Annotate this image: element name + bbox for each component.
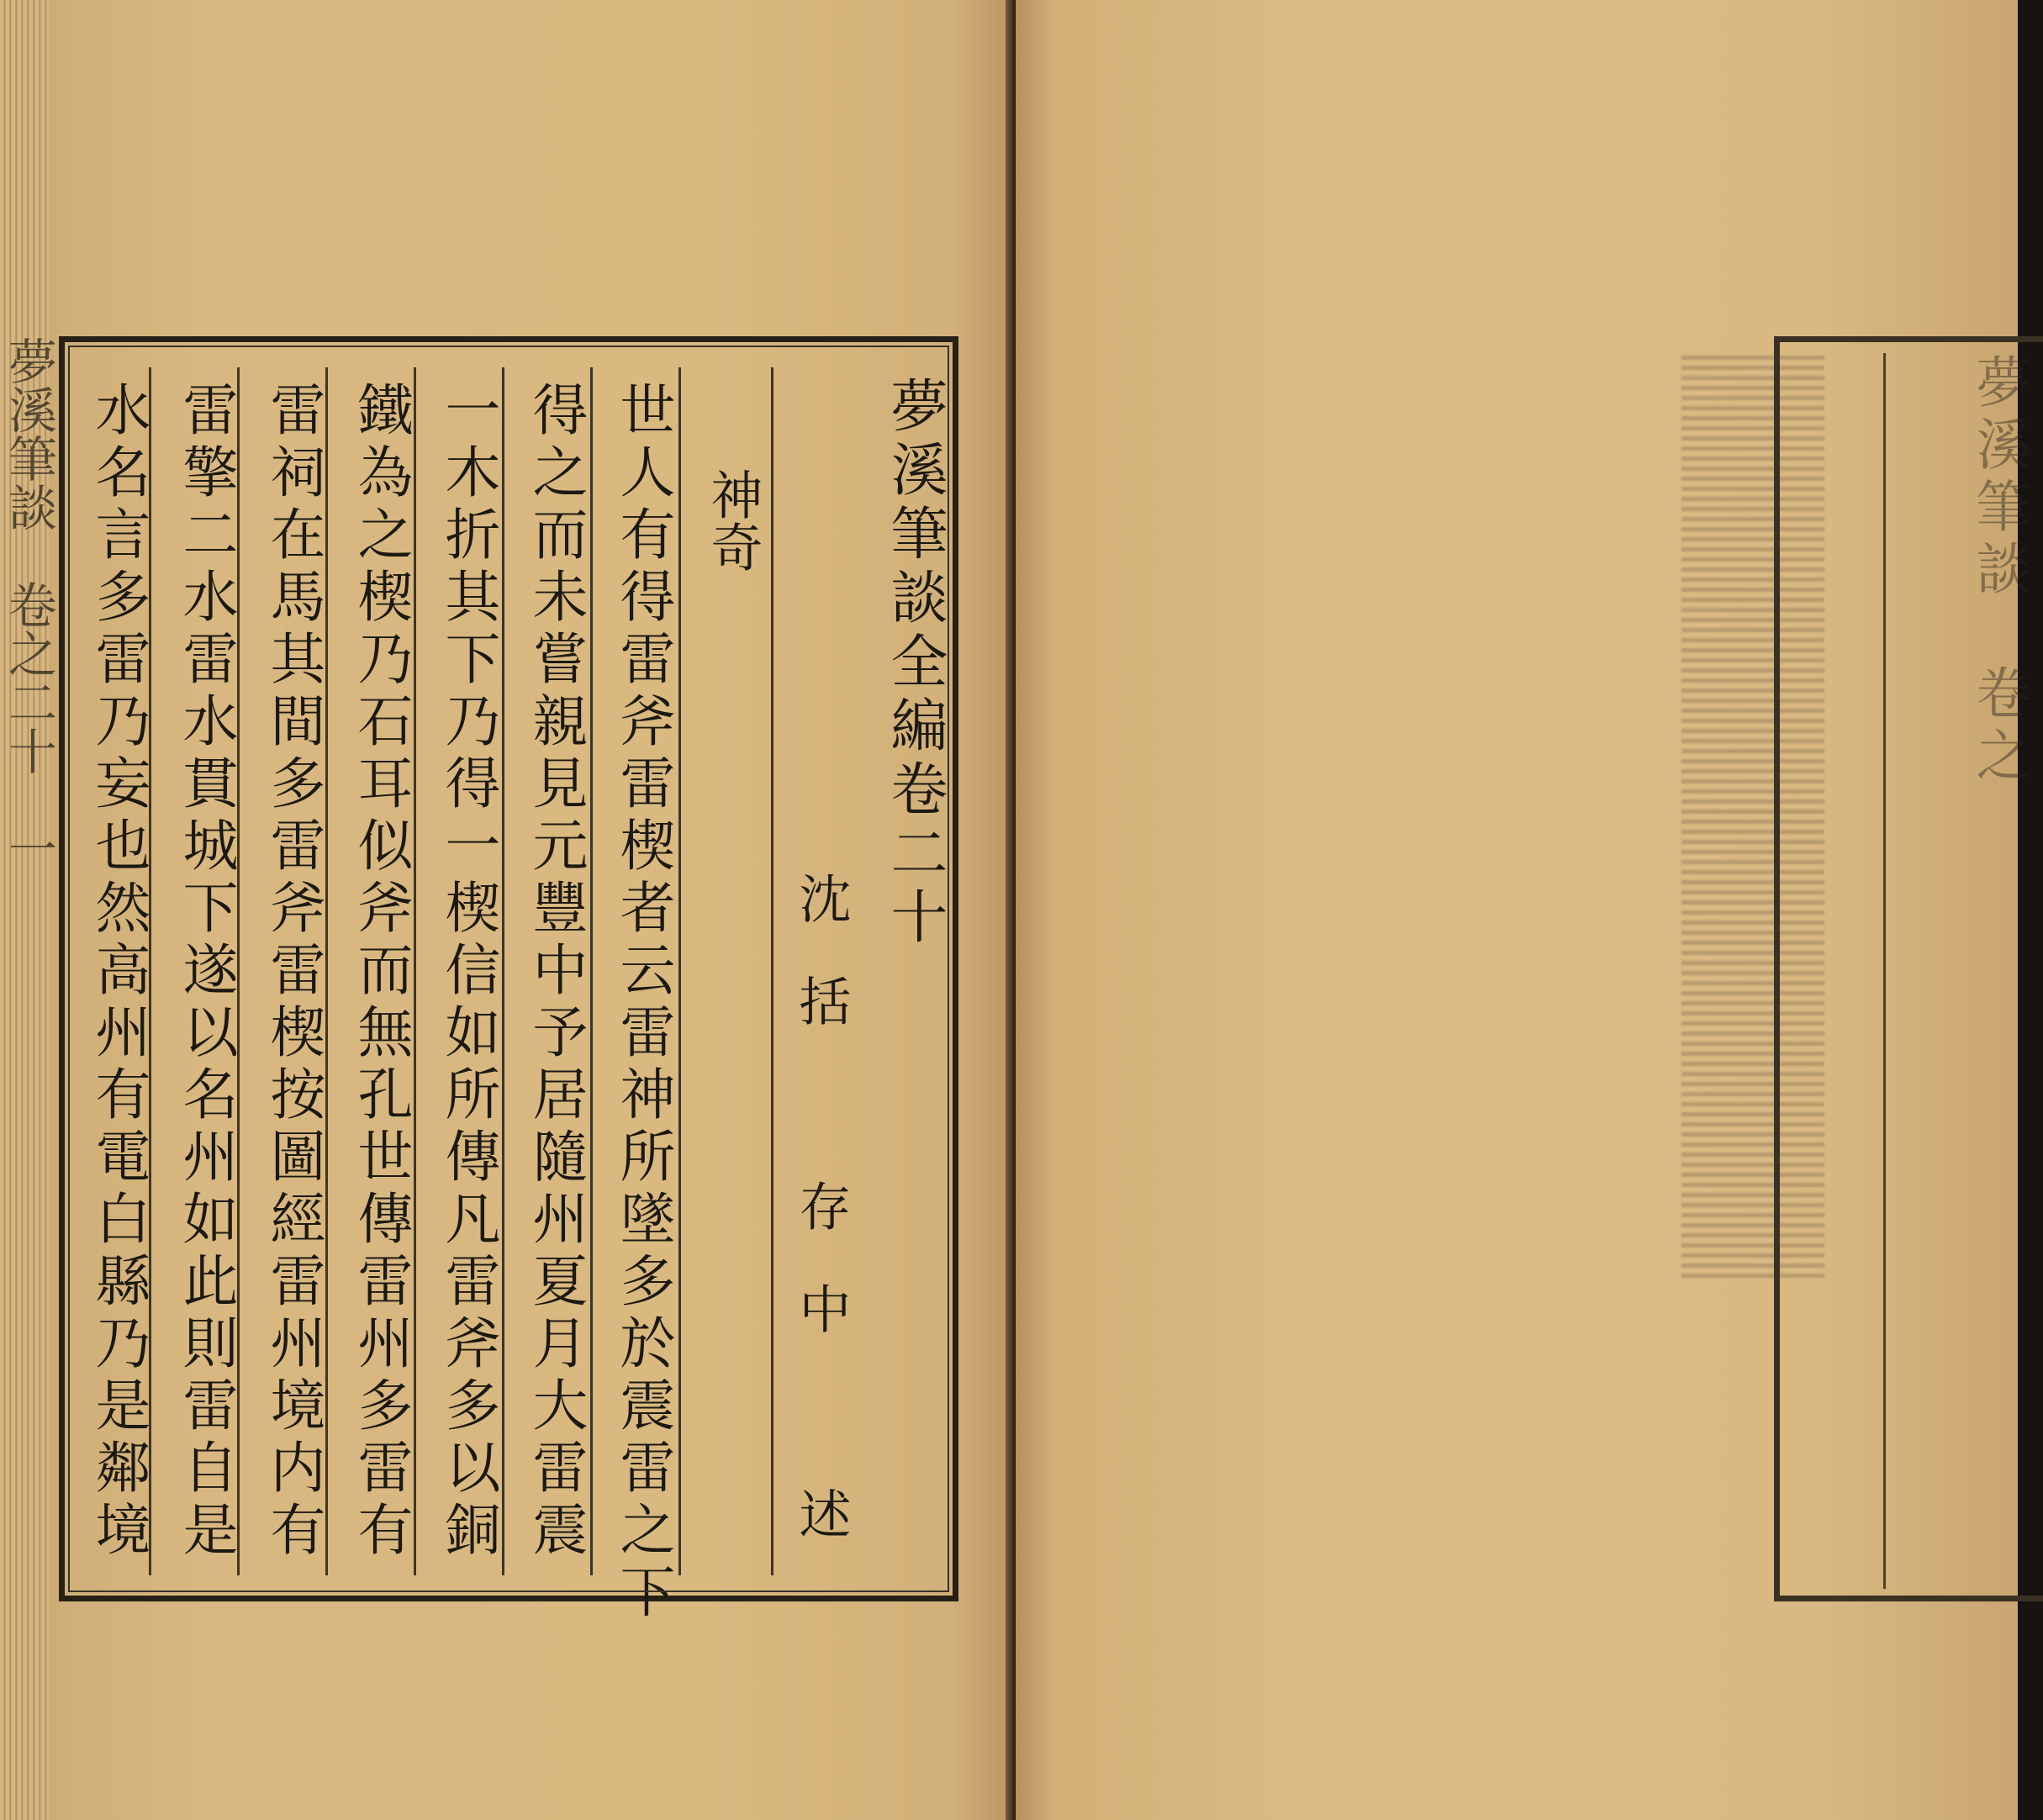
text-frame [59, 336, 958, 1625]
volume-title: 夢溪筆談全編卷二十 [881, 376, 948, 951]
column-divider [771, 367, 773, 1575]
text-line: 世人有得雷斧雷楔者云雷神所墜多於震雷之下 [610, 381, 675, 1625]
text-line: 水名言多雷乃妄也然高州有電白縣乃是鄰境 [86, 381, 150, 1563]
banxin-label: 夢溪筆談 卷之二十 一 [0, 336, 57, 873]
right-column-divider [1883, 353, 1886, 1589]
text-line: 鐵為之楔乃石耳似斧而無孔世傳雷州多雷有 [348, 381, 413, 1563]
left-page [0, 0, 1015, 1820]
author-line: 沈括 存中 述 [790, 872, 852, 1590]
text-line: 雷祠在馬其間多雷斧雷楔按圖經雷州境内有 [261, 381, 325, 1563]
text-line: 一木折其下乃得一楔信如所傳凡雷斧多以銅 [436, 381, 500, 1563]
right-ghost-text: 夢溪筆談 卷之 [1966, 353, 2031, 789]
text-line: 雷擎二水雷水貫城下遂以名州如此則雷自是 [173, 381, 238, 1563]
section-heading: 神奇 [702, 468, 763, 572]
page-edges [0, 0, 49, 1820]
text-line: 得之而未嘗親見元豐中予居隨州夏月大雷震 [523, 381, 588, 1563]
